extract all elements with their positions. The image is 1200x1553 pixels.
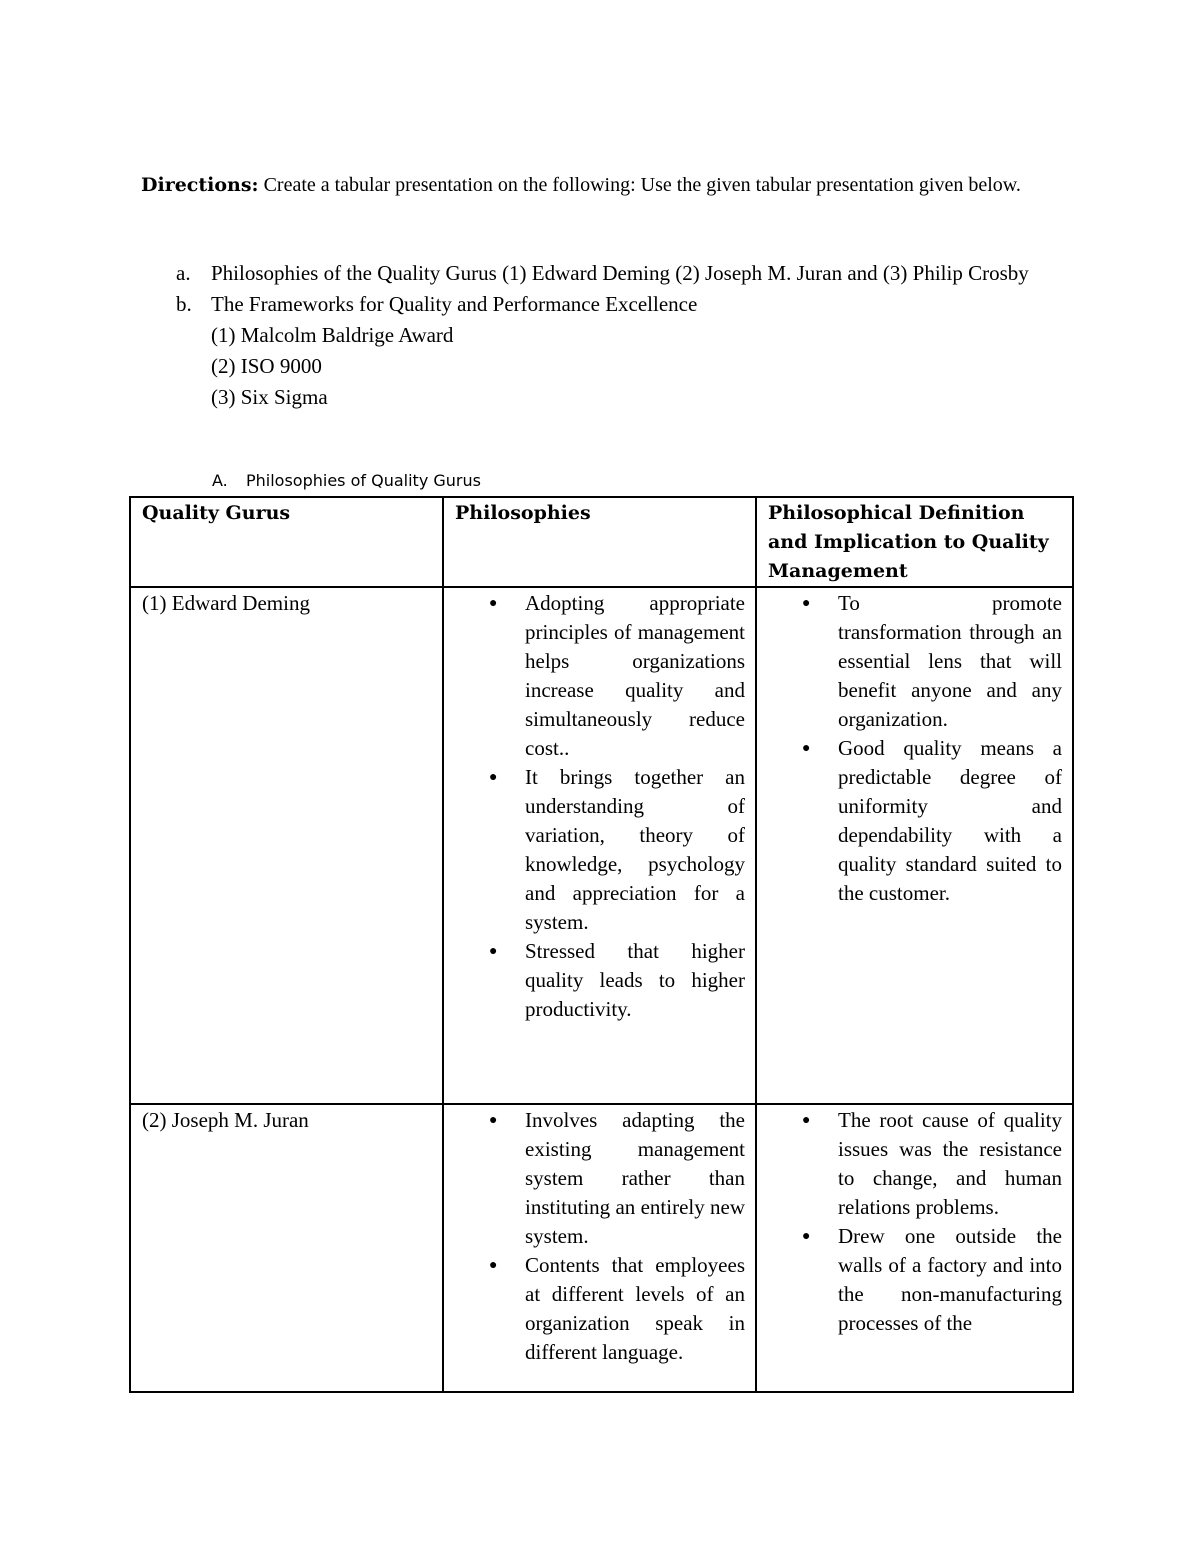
- directions-text: Create a tabular presentation on the following: Use the given tabular presentation given below.: [263, 174, 1021, 196]
- directions-label: Directions:: [141, 174, 259, 196]
- bullet-text: To promote transformation through an essential lens that will benefit anyone and any organization.: [838, 591, 1062, 731]
- sub-item-six-sigma: (3) Six Sigma: [211, 385, 328, 409]
- bullet-text: Adopting appropriate principles of management helps organizations increase quality and simultaneously reduce cost..: [525, 591, 745, 760]
- list-item: [455, 763, 745, 937]
- bullet-text: The root cause of quality issues was the resistance to change, and human relations problems.: [838, 1108, 1062, 1219]
- task-item-a: [176, 258, 1066, 289]
- bullet-text: Contents that employees at different levels of an organization speak in different language.: [525, 1253, 745, 1364]
- header-definition-implication: Philosophical Definition and Implication to Quality Management: [756, 497, 1073, 587]
- section-heading: [212, 470, 481, 492]
- list-item: [768, 1106, 1062, 1222]
- list-item: [768, 589, 1062, 734]
- bullet-icon: ●: [489, 770, 498, 785]
- bullet-icon: ●: [489, 1113, 498, 1128]
- list-item: [768, 1222, 1062, 1338]
- implications-cell: [756, 587, 1073, 1104]
- table-row: [130, 587, 1073, 1104]
- philosophies-cell: [443, 587, 756, 1104]
- implications-cell: [756, 1104, 1073, 1392]
- bullet-icon: ●: [489, 944, 498, 959]
- list-item: [455, 937, 745, 1024]
- list-item: [455, 589, 745, 763]
- list-item: [455, 1251, 745, 1367]
- task-marker: a.: [176, 261, 191, 285]
- bullet-icon: ●: [489, 1258, 498, 1273]
- task-list: [176, 258, 1066, 413]
- bullet-icon: ●: [802, 1113, 811, 1128]
- list-item: [768, 734, 1062, 908]
- bullet-text: Stressed that higher quality leads to higher productivity.: [525, 939, 745, 1021]
- directions-paragraph: [141, 170, 1057, 200]
- table-header-row: [130, 497, 1073, 587]
- list-item: [455, 1106, 745, 1251]
- bullet-icon: ●: [489, 596, 498, 611]
- guru-name-cell: (1) Edward Deming: [130, 587, 443, 1104]
- philosophies-cell: [443, 1104, 756, 1392]
- table-row: [130, 1104, 1073, 1392]
- header-quality-gurus: Quality Gurus: [130, 497, 443, 587]
- bullet-text: It brings together an understanding of variation, theory of knowledge, psychology and appreciation for a system.: [525, 765, 745, 934]
- bullet-icon: ●: [802, 741, 811, 756]
- bullet-icon: ●: [802, 596, 811, 611]
- task-text: Philosophies of the Quality Gurus (1) Edward Deming (2) Joseph M. Juran and (3) Philip Crosby: [211, 261, 1029, 285]
- task-marker: b.: [176, 292, 192, 316]
- section-title: Philosophies of Quality Gurus: [246, 471, 481, 490]
- task-text: The Frameworks for Quality and Performance Excellence: [211, 292, 698, 316]
- bullet-text: Good quality means a predictable degree of uniformity and dependability with a quality standard suited to the customer.: [838, 736, 1062, 905]
- task-item-b: [176, 289, 1066, 413]
- framework-sub-items: [211, 320, 1066, 413]
- quality-gurus-table: [129, 496, 1074, 1393]
- bullet-icon: ●: [802, 1229, 811, 1244]
- section-marker: A.: [212, 471, 228, 490]
- header-philosophies: Philosophies: [443, 497, 756, 587]
- sub-item-baldrige: (1) Malcolm Baldrige Award: [211, 323, 454, 347]
- bullet-text: Drew one outside the walls of a factory and into the non-manufacturing processes of the: [838, 1224, 1062, 1335]
- bullet-text: Involves adapting the existing management system rather than instituting an entirely new system.: [525, 1108, 745, 1248]
- sub-item-iso: (2) ISO 9000: [211, 354, 322, 378]
- guru-name-cell: (2) Joseph M. Juran: [130, 1104, 443, 1392]
